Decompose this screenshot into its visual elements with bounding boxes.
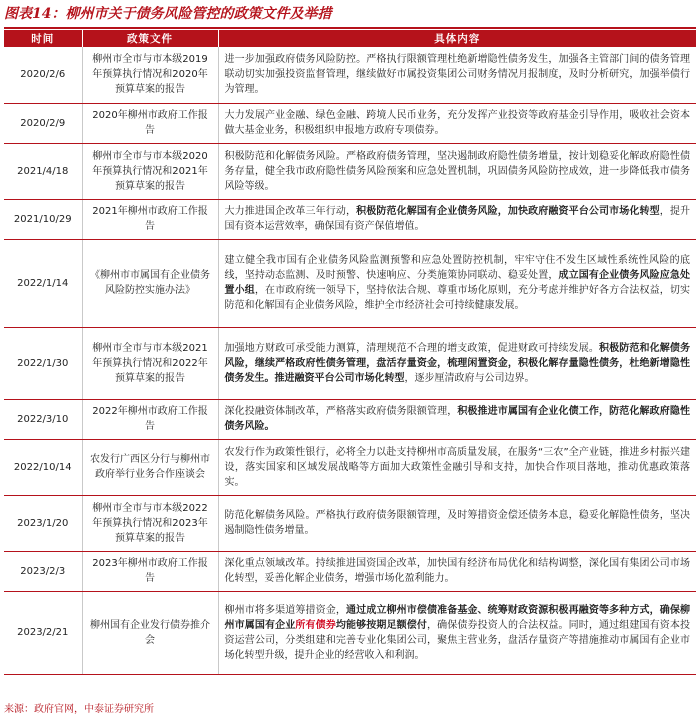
title-divider — [4, 27, 696, 29]
highlight-text: 所有债券 — [295, 619, 336, 631]
table-row — [4, 47, 696, 103]
detail-text: ，在市政府统一领导下，坚持依法合规、尊重市场化原则，充分考虑并维护好各方合法权益，切实防范和化解国有企业债务风险，维护全市经济社会可持续健康发展。 — [224, 285, 691, 311]
cell-time: 2020/2/6 — [4, 47, 82, 103]
emphasis-text: 积极推进市属国有企业化债工作，防范化解政府隐性债务风险。 — [224, 406, 691, 432]
cell-policy-doc: 柳州市全市与市本级2021年预算执行情况和2022年预算草案的报告 — [82, 327, 218, 399]
detail-text: 大力发展产业金融、绿色金融、跨境人民币业务，充分发挥产业投资等政府基金引导作用，吸收社会资本做大基金业务，积极组织申报地方政府专项债券。 — [224, 110, 690, 136]
cell-policy-doc: 2023年柳州市政府工作报告 — [82, 551, 218, 591]
cell-time: 2021/10/29 — [4, 199, 82, 239]
cell-policy-doc: 柳州市全市与市本级2019年预算执行情况和2020年预算草案的报告 — [82, 47, 218, 103]
detail-text: 进一步加强政府债务风险防控。严格执行限额管理杜绝新增隐性债务发生，加强各主管部门间的债务管理联动切实加强投资监督管理，继续做好市属投资集团公司财务情况月报制度，及时分析研究，加强举债行为管理。 — [224, 54, 690, 96]
table-row — [4, 143, 696, 199]
cell-details — [218, 591, 696, 674]
detail-text: ，确保债券投资人的合法权益。同时，通过组建国有资本投资运营公司，分类组建和完善专业化集团公司，聚焦主营业务，盘活存量资产等措施推动市属国有企业市场化转型升级，提升企业的经营收入和利润。 — [224, 619, 691, 661]
table-row — [4, 495, 696, 551]
detail-text: 建立健全我市国有企业债务风险监测预警和应急处置防控机制，牢牢守住不发生区域性系统性风险的底线，坚持动态监测、及时预警、快速响应、分类施策协同联动、稳妥处置， — [224, 255, 690, 281]
cell-time: 2022/1/30 — [4, 327, 82, 399]
cell-details — [218, 399, 696, 439]
policy-table — [4, 30, 696, 675]
emphasis-text: 积极防范化解国有企业债务风险，加快政府融资平台公司市场化转型 — [356, 206, 660, 217]
cell-time: 2023/2/3 — [4, 551, 82, 591]
table-row — [4, 327, 696, 399]
detail-text: 农发行作为政策性银行，必将全力以赴支持柳州市高质量发展，在服务“三农”全产业链，推进乡村振兴建设，落实国家和区域发展战略等方面加大政策性金融引导和支持，加快合作项目落地，推动优惠政策落实。 — [224, 446, 690, 488]
cell-details — [218, 495, 696, 551]
cell-details — [218, 439, 696, 495]
cell-details — [218, 103, 696, 143]
detail-text: 大力推进国企改革三年行动， — [224, 206, 357, 217]
emphasis-text: 通过成立柳州市偿债准备基金、统筹财政资源积极再融资等多种方式，确保柳州市属国有企业 — [224, 604, 691, 631]
cell-time: 2021/4/18 — [4, 143, 82, 199]
detail-text: 柳州市将多渠道筹措资金， — [224, 604, 346, 616]
cell-details — [218, 47, 696, 103]
detail-text: ，逐步厘清政府与公司边界。 — [404, 372, 535, 384]
cell-policy-doc: 柳州国有企业发行债券推介会 — [82, 591, 218, 674]
table-row — [4, 199, 696, 239]
emphasis-text: 成立国有企业债务风险应急处置小组 — [224, 270, 691, 296]
source-note: 来源：政府官网，中泰证券研究所 — [4, 704, 154, 715]
cell-details — [218, 143, 696, 199]
cell-policy-doc: 2022年柳州市政府工作报告 — [82, 399, 218, 439]
table-row — [4, 591, 696, 674]
cell-details — [218, 239, 696, 327]
emphasis-text: 均能够按期足额偿付 — [335, 619, 427, 631]
detail-text: 防范化解债务风险。严格执行政府债务限额管理，及时筹措资金偿还债务本息，稳妥化解隐性债务，坚决遏制隐性债务增量。 — [224, 510, 690, 536]
cell-policy-doc: 2020年柳州市政府工作报告 — [82, 103, 218, 143]
header-policy-doc: 政策文件 — [82, 30, 218, 47]
cell-policy-doc: 柳州市全市与市本级2022年预算执行情况和2023年预算草案的报告 — [82, 495, 218, 551]
cell-policy-doc: 2021年柳州市政府工作报告 — [82, 199, 218, 239]
figure-title: 图表14：柳州市关于债务风险管控的政策文件及举措 — [4, 6, 332, 22]
cell-details — [218, 327, 696, 399]
detail-text: 深化重点领域改革。持续推进国资国企改革，加快国有经济布局优化和结构调整，深化国有集团公司市场化转型，妥善化解企业债务，增强市场化盈利能力。 — [224, 558, 690, 584]
table-row — [4, 239, 696, 327]
cell-time: 2022/1/14 — [4, 239, 82, 327]
detail-text: 加强地方财政可承受能力测算，清理规范不合理的增支政策，促进财政可持续发展。 — [224, 342, 600, 354]
cell-time: 2020/2/9 — [4, 103, 82, 143]
cell-time: 2023/1/20 — [4, 495, 82, 551]
cell-policy-doc: 农发行广西区分行与柳州市政府举行业务合作座谈会 — [82, 439, 218, 495]
detail-text: ，提升国有资本运营效率，确保国有资产保值增值。 — [224, 206, 691, 232]
header-time: 时间 — [4, 30, 82, 47]
cell-policy-doc: 柳州市全市与市本级2020年预算执行情况和2021年预算草案的报告 — [82, 143, 218, 199]
cell-details — [218, 199, 696, 239]
table-row — [4, 439, 696, 495]
emphasis-text: 积极防范和化解债务风险，继续严格政府性债务管理，盘活存量资金，梳理闲置资金，积极化解存量隐性债务，杜绝新增隐性债务发生。推进融资平台公司市场化转型 — [224, 342, 691, 384]
detail-text: 深化投融资体制改革，严格落实政府债务限额管理， — [224, 406, 458, 417]
cell-details — [218, 551, 696, 591]
detail-text: 积极防范和化解债务风险。严格政府债务管理，坚决遏制政府隐性债务增量，按计划稳妥化解政府隐性债务存量，健全我市政府隐性债务风险预案和应急处置机制，巩固债务风险防控成效，进一步降低我市债务风险等级。 — [224, 150, 690, 192]
cell-time: 2022/3/10 — [4, 399, 82, 439]
table-row — [4, 103, 696, 143]
table-row — [4, 551, 696, 591]
table-header-row — [4, 30, 696, 47]
cell-time: 2022/10/14 — [4, 439, 82, 495]
cell-time: 2023/2/21 — [4, 591, 82, 674]
cell-policy-doc: 《柳州市市属国有企业债务风险防控实施办法》 — [82, 239, 218, 327]
header-details: 具体内容 — [218, 30, 696, 47]
table-row — [4, 399, 696, 439]
